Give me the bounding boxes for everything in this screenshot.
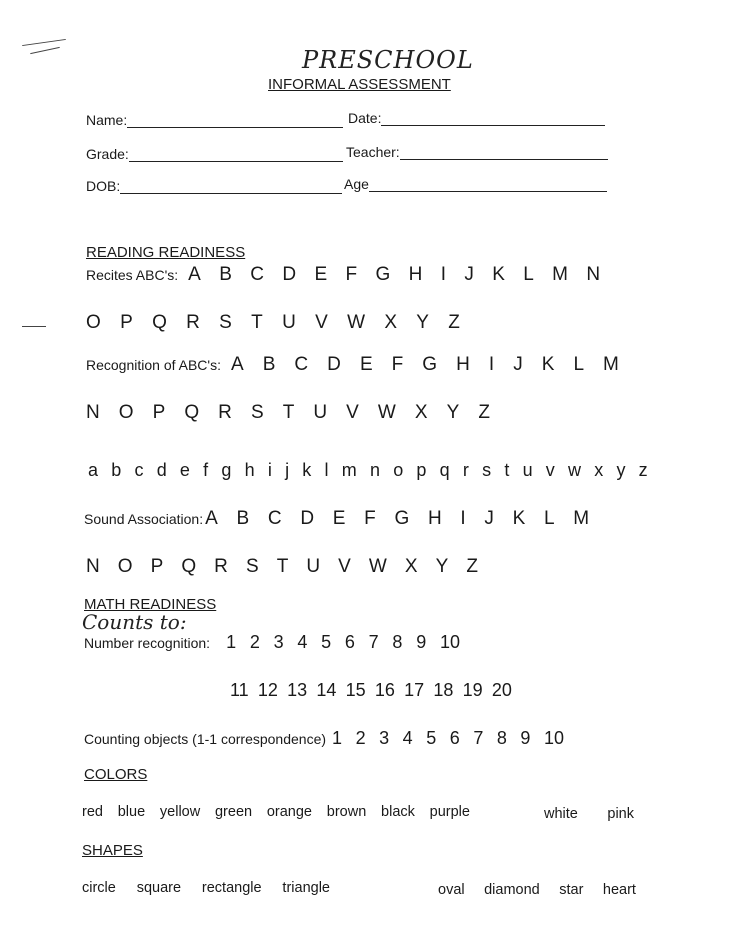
item: M (552, 264, 568, 285)
item: triangle (282, 880, 330, 896)
item: A (205, 508, 218, 529)
item: K (541, 354, 555, 375)
item: C (250, 264, 264, 285)
teacher-label: Teacher: (346, 144, 400, 160)
item: D (300, 508, 315, 529)
item: j (285, 460, 290, 480)
item: p (416, 460, 427, 480)
item: pink (607, 806, 634, 822)
item: Y (416, 312, 429, 333)
item: K (492, 264, 505, 285)
grade-label: Grade: (86, 146, 129, 162)
item: 13 (287, 680, 308, 700)
item: O (118, 402, 134, 423)
item: N (86, 556, 100, 577)
item: brown (326, 804, 367, 820)
item: 1 (226, 632, 237, 652)
item: I (440, 264, 446, 285)
item: 12 (257, 680, 278, 700)
item: 9 (416, 632, 427, 652)
item: 10 (439, 632, 460, 652)
item: P (120, 312, 133, 333)
item: 1 (332, 728, 343, 748)
item: 15 (345, 680, 366, 700)
item: R (186, 312, 200, 333)
item: x (594, 460, 604, 480)
item: F (345, 264, 358, 285)
item: r (462, 460, 469, 480)
item: t (504, 460, 510, 480)
item: I (460, 508, 466, 529)
item: 3 (379, 728, 390, 748)
shapes-group-1 (82, 880, 330, 896)
item: y (616, 460, 626, 480)
item: F (364, 508, 376, 529)
date-line[interactable] (381, 111, 605, 126)
page-subtitle: INFORMAL ASSESSMENT (268, 76, 451, 93)
item: N (86, 402, 100, 423)
item: q (439, 460, 450, 480)
item: orange (266, 804, 312, 820)
item: 14 (316, 680, 337, 700)
recognition-row-2 (86, 402, 490, 424)
numbers (226, 632, 460, 653)
sound-row-2 (86, 556, 478, 578)
item: U (313, 402, 328, 423)
item: heart (602, 882, 636, 898)
recognition-label: Recognition of ABC's: (86, 357, 221, 373)
item: 6 (449, 728, 460, 748)
item: W (368, 556, 387, 577)
grade-field[interactable] (86, 146, 343, 162)
item: Z (478, 402, 490, 423)
name-line[interactable] (127, 113, 343, 128)
item: G (394, 508, 410, 529)
item: A (230, 354, 244, 375)
stray-mark (22, 326, 46, 327)
item: 2 (355, 728, 366, 748)
item: v (545, 460, 555, 480)
item: 19 (462, 680, 483, 700)
item: star (559, 882, 584, 898)
item: o (393, 460, 404, 480)
age-field[interactable] (344, 176, 607, 192)
item: m (341, 460, 357, 480)
counting-row (84, 728, 564, 749)
item: P (152, 402, 166, 423)
item: 16 (374, 680, 395, 700)
item: z (638, 460, 648, 480)
item: X (414, 402, 428, 423)
item: U (306, 556, 321, 577)
item: 7 (368, 632, 379, 652)
page-title: PRESCHOOL (302, 46, 474, 74)
item: E (332, 508, 346, 529)
item: 11 (230, 680, 249, 700)
teacher-field[interactable] (346, 144, 608, 160)
item: n (369, 460, 380, 480)
item: red (82, 804, 103, 820)
item: 5 (426, 728, 437, 748)
item: f (203, 460, 209, 480)
colors-group-2 (544, 806, 634, 822)
item: blue (117, 804, 146, 820)
item: S (219, 312, 232, 333)
item: w (568, 460, 582, 480)
item: V (315, 312, 328, 333)
item: J (484, 508, 494, 529)
item: C (294, 354, 309, 375)
recites-row-2 (86, 312, 460, 334)
item: H (456, 354, 470, 375)
item: J (513, 354, 523, 375)
item: F (391, 354, 404, 375)
item: circle (82, 880, 116, 896)
recites-label: Recites ABC's: (86, 267, 179, 283)
item: R (214, 556, 228, 577)
item: e (179, 460, 190, 480)
math-heading: MATH READINESS (84, 596, 217, 613)
item: 5 (321, 632, 332, 652)
item: Y (435, 556, 449, 577)
item: X (404, 556, 418, 577)
date-field[interactable] (348, 110, 605, 126)
item: 8 (496, 728, 507, 748)
item: L (573, 354, 585, 375)
letters (205, 508, 589, 530)
item: 6 (344, 632, 355, 652)
item: l (324, 460, 329, 480)
item: a (88, 460, 99, 480)
item: T (276, 556, 289, 577)
age-line[interactable] (369, 177, 607, 192)
item: yellow (159, 804, 201, 820)
item: B (219, 264, 232, 285)
item: M (573, 508, 590, 529)
dob-field[interactable] (86, 178, 342, 194)
grade-line[interactable] (129, 147, 343, 162)
item: 10 (543, 728, 564, 748)
item: M (603, 354, 619, 375)
item: diamond (484, 882, 540, 898)
counting-label: Counting objects (1-1 correspondence) (84, 731, 327, 747)
item: rectangle (201, 880, 262, 896)
item: Z (448, 312, 460, 333)
item: green (214, 804, 253, 820)
lowercase-row (88, 460, 648, 481)
item: Q (181, 556, 197, 577)
item: Q (152, 312, 167, 333)
item: u (522, 460, 533, 480)
item: oval (438, 882, 465, 898)
item: C (267, 508, 282, 529)
date-label: Date: (348, 110, 382, 126)
item: b (111, 460, 122, 480)
recites-row-1 (86, 264, 600, 286)
colors-heading: COLORS (84, 766, 148, 783)
item: 2 (249, 632, 260, 652)
item: g (221, 460, 232, 480)
item: U (282, 312, 296, 333)
item: purple (429, 804, 470, 820)
item: 18 (433, 680, 454, 700)
item: 20 (491, 680, 512, 700)
colors-group-1 (82, 804, 470, 820)
item: Q (184, 402, 200, 423)
item: W (377, 402, 396, 423)
item: B (262, 354, 276, 375)
item: A (188, 264, 201, 285)
handwritten-note: Counts to: (82, 610, 187, 634)
reading-heading: READING READINESS (86, 244, 246, 261)
item: 8 (392, 632, 403, 652)
item: D (327, 354, 341, 375)
item: 7 (473, 728, 484, 748)
item: P (150, 556, 164, 577)
item: E (314, 264, 328, 285)
letters (231, 354, 619, 376)
number-recognition-row-2 (230, 680, 512, 701)
item: c (134, 460, 144, 480)
item: 4 (402, 728, 413, 748)
item: B (236, 508, 250, 529)
item: square (136, 880, 182, 896)
item: R (218, 402, 232, 423)
item: i (267, 460, 272, 480)
item: L (523, 264, 534, 285)
item: O (86, 312, 101, 333)
item: D (282, 264, 297, 285)
item: O (117, 556, 133, 577)
item: X (384, 312, 397, 333)
item: Y (446, 402, 460, 423)
item: G (422, 354, 438, 375)
item: black (381, 804, 415, 820)
name-label: Name: (86, 112, 128, 128)
sound-label: Sound Association: (84, 511, 204, 527)
item: h (244, 460, 255, 480)
item: W (347, 312, 366, 333)
item: J (464, 264, 474, 285)
item: L (543, 508, 555, 529)
item: s (482, 460, 492, 480)
item: 17 (404, 680, 425, 700)
item: E (359, 354, 373, 375)
stray-mark (30, 47, 60, 54)
item: S (250, 402, 264, 423)
dob-label: DOB: (86, 178, 121, 194)
item: N (586, 264, 601, 285)
item: d (156, 460, 167, 480)
shapes-group-2 (438, 882, 636, 898)
age-label: Age (344, 176, 369, 192)
item: k (302, 460, 312, 480)
name-field[interactable] (86, 112, 343, 128)
number-label: Number recognition: (84, 635, 211, 651)
item: V (346, 402, 359, 423)
item: white (544, 806, 578, 822)
recognition-row-1 (86, 354, 619, 376)
item: I (488, 354, 495, 375)
dob-line[interactable] (120, 179, 342, 194)
item: G (375, 264, 391, 285)
item: 3 (273, 632, 284, 652)
item: T (282, 402, 295, 423)
item: K (512, 508, 526, 529)
item: 4 (297, 632, 308, 652)
item: H (408, 264, 423, 285)
letters (188, 264, 600, 286)
item: Z (466, 556, 478, 577)
number-recognition-row-1 (84, 632, 460, 653)
shapes-heading: SHAPES (82, 842, 143, 859)
item: V (338, 556, 351, 577)
sound-row-1 (84, 508, 589, 530)
teacher-line[interactable] (400, 145, 608, 160)
item: T (251, 312, 263, 333)
item: H (427, 508, 442, 529)
item: 9 (520, 728, 531, 748)
numbers (332, 728, 564, 749)
stray-mark (22, 39, 66, 46)
item: S (245, 556, 259, 577)
